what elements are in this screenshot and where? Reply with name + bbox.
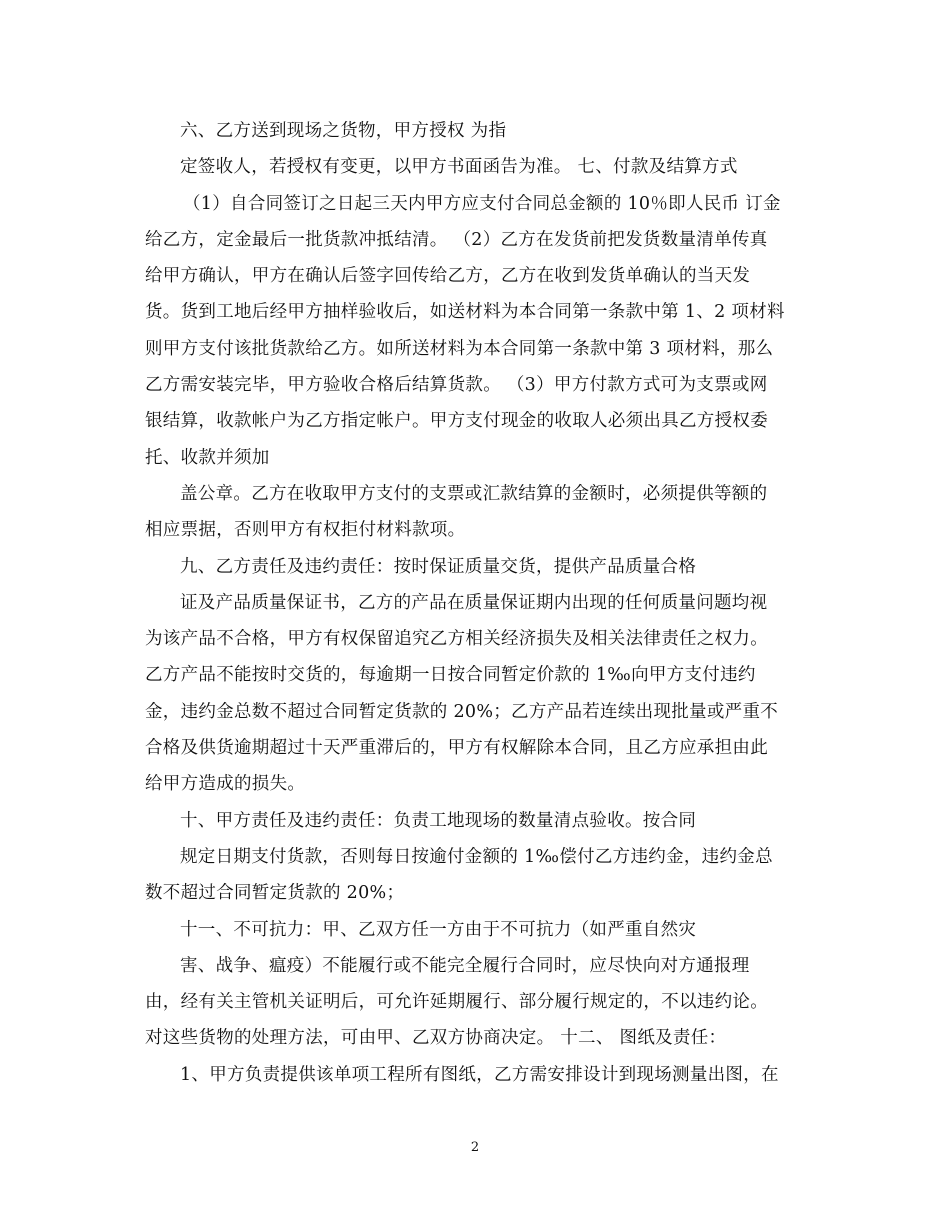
text-line: 对这些货物的处理方法，可由甲、乙双方协商决定。 十二、 图纸及责任： — [145, 1028, 727, 1049]
text-line: 乙方产品不能按时交货的，每逾期一日按合同暂定价款的 1‰向甲方支付违约 — [145, 665, 756, 686]
text-line: 货。货到工地后经甲方抽样验收后，如送材料为本合同第一条款中第 1、2 项材料 — [145, 302, 785, 323]
text-line: 给甲方确认，甲方在确认后签字回传给乙方，乙方在收到发货单确认的当天发 — [145, 266, 751, 287]
text-line: 数不超过合同暂定货款的 20%； — [145, 883, 405, 904]
text-line: 由，经有关主管机关证明后，可允许延期履行、部分履行规定的，不以违约论。 — [145, 992, 768, 1013]
text-line: 银结算，收款帐户为乙方指定帐户。甲方支付现金的收取人必须出具乙方授权委 — [145, 411, 768, 432]
text-line: 乙方需安装完毕，甲方验收合格后结算货款。 （3）甲方付款方式可为支票或网 — [145, 375, 768, 396]
clause-6-heading: 六、乙方送到现场之货物，甲方授权 为指 — [180, 121, 507, 141]
text-line: 盖公章。乙方在收取甲方支付的支票或汇款结算的金额时，必须提供等额的 — [180, 483, 768, 504]
text-line: 害、战争、瘟疫）不能履行或不能完全履行合同时，应尽快向对方通报理 — [180, 955, 750, 976]
text-line: 为该产品不合格，甲方有权保留追究乙方相关经济损失及相关法律责任之权力。 — [145, 629, 768, 650]
text-line: 规定日期支付货款，否则每日按逾付金额的 1‰偿付乙方违约金，违约金总 — [180, 846, 773, 867]
text-line: 给甲方造成的损失。 — [145, 774, 306, 795]
text-line: 相应票据，否则甲方有权拒付材料款项。 — [145, 520, 466, 541]
clause-11-heading: 十一、不可抗力：甲、乙双方任一方由于不可抗力（如严重自然灾 — [180, 919, 697, 940]
text-line: 给乙方，定金最后一批货款冲抵结清。 （2）乙方在发货前把发货数量清单传真 — [145, 229, 768, 250]
text-line: 则甲方支付该批货款给乙方。如所送材料为本合同第一条款中第 3 项材料，那么 — [145, 338, 774, 359]
text-line: 证及产品质量保证书，乙方的产品在质量保证期内出现的任何质量问题均视 — [180, 592, 768, 613]
clause-10-heading: 十、甲方责任及违约责任：负责工地现场的数量清点验收。按合同 — [180, 810, 697, 831]
text-line: 托、收款并须加 — [145, 447, 270, 468]
text-line: 定签收人，若授权有变更，以甲方书面函告为准。 七、付款及结算方式 — [180, 157, 738, 178]
text-line: 合格及供货逾期超过十天严重滞后的，甲方有权解除本合同，且乙方应承担由此 — [145, 738, 768, 759]
text-line: 金，违约金总数不超过合同暂定货款的 20%；乙方产品若连续出现批量或严重不 — [145, 701, 779, 722]
text-line: （1）自合同签订之日起三天内甲方应支付合同总金额的 10％即人民币 订金 — [183, 193, 781, 214]
text-line: 1、甲方负责提供该单项工程所有图纸，乙方需安排设计到现场测量出图，在 — [180, 1064, 779, 1085]
clause-9-heading: 九、乙方责任及违约责任：按时保证质量交货，提供产品质量合格 — [180, 556, 697, 577]
page-number: 2 — [470, 1140, 480, 1155]
document-body — [145, 113, 815, 1093]
